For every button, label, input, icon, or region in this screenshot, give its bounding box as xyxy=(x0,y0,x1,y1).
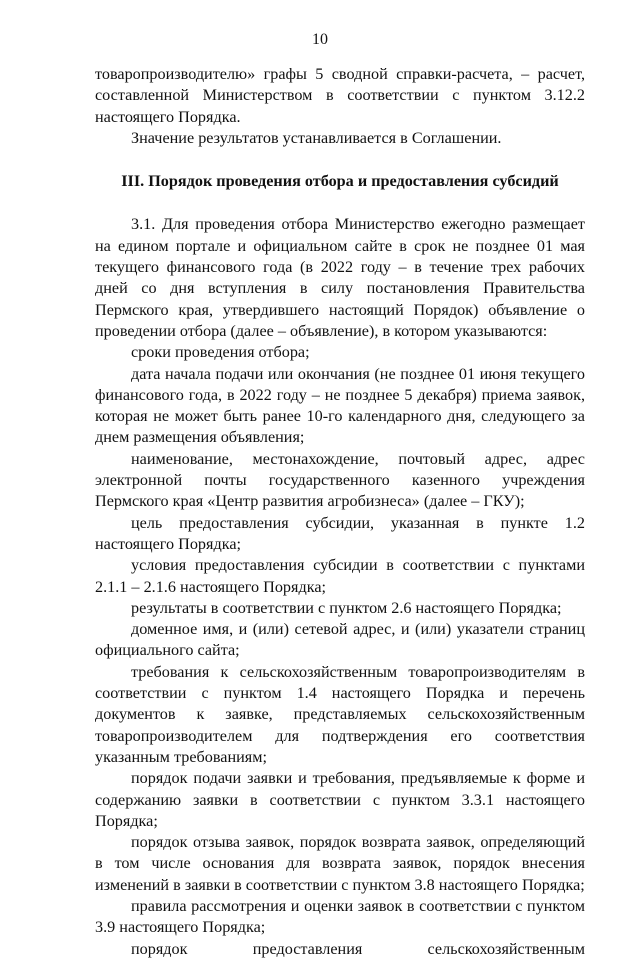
list-item-provision-procedure: порядок предоставления сельскохозяйственным xyxy=(131,939,585,958)
list-item-subsidy-goal: цель предоставления субсидии, указанная в пункте 1.2 настоящего Порядка; xyxy=(95,513,585,553)
document-body xyxy=(95,64,585,960)
paragraph-3-1: 3.1. Для проведения отбора Министерство ежегодно размещает на едином портале и официальном сайте в срок не позднее 01 мая текущего финансового года (в 2022 году – в течение трех рабочих дней со дня вступления в силу постановления Правительства Пермского края, утвердившего настоящий Порядок) объявление о проведении отбора (далее – объявление), в котором указываются: xyxy=(95,215,585,340)
list-item-withdrawal-procedure: порядок отзыва заявок, порядок возврата заявок, определяющий в том числе основания для возврата заявок, порядок внесения изменений в заявки в соответствии с пунктом 3.8 настоящего Порядка; xyxy=(95,833,585,894)
page-number: 10 xyxy=(312,31,328,48)
paragraph-continuation: товаропроизводителю» графы 5 сводной справки-расчета, – расчет, составленной Министерством в соответствии с пунктом 3.12.2 настоящего Порядка. xyxy=(95,65,585,126)
list-item-gku-details: наименование, местонахождение, почтовый адрес, адрес электронной почты государственного казенного учреждения Пермского края «Центр развития агробизнеса» (далее – ГКУ); xyxy=(95,449,585,511)
paragraph-results-value: Значение результатов устанавливается в Соглашении. xyxy=(131,128,502,147)
list-item-application-procedure: порядок подачи заявки и требования, предъявляемые к форме и содержанию заявки в соответствии с пунктом 3.3.1 настоящего Порядка; xyxy=(95,769,585,830)
list-item-application-dates: дата начала подачи или окончания (не позднее 01 июня текущего финансового года, в 2022 году – не позднее 5 декабря) приема заявок, которая не может быть ранее 10-го календарного дня, следующего за днем размещения объявления; xyxy=(95,364,585,447)
section-heading: III. Порядок проведения отбора и предоставления субсидий xyxy=(121,172,559,191)
list-item-selection-dates: сроки проведения отбора; xyxy=(131,343,310,362)
list-item-subsidy-conditions: условия предоставления субсидии в соответствии с пунктами 2.1.1 – 2.1.6 настоящего Порядка; xyxy=(95,556,585,596)
list-item-review-rules: правила рассмотрения и оценки заявок в соответствии с пунктом 3.9 настоящего Порядка; xyxy=(95,896,585,937)
list-item-domain-name: доменное имя, и (или) сетевой адрес, и (или) указатели страниц официального сайта; xyxy=(95,620,585,660)
list-item-producer-requirements: требования к сельскохозяйственным товаропроизводителям в соответствии с пунктом 1.4 настоящего Порядка и перечень документов к заявке, представляемых сельскохозяйственным товаропроизводителем для подтверждения его соответствия указанным требованиям; xyxy=(95,662,585,766)
list-item-results: результаты в соответствии с пунктом 2.6 настоящего Порядка; xyxy=(131,598,562,617)
